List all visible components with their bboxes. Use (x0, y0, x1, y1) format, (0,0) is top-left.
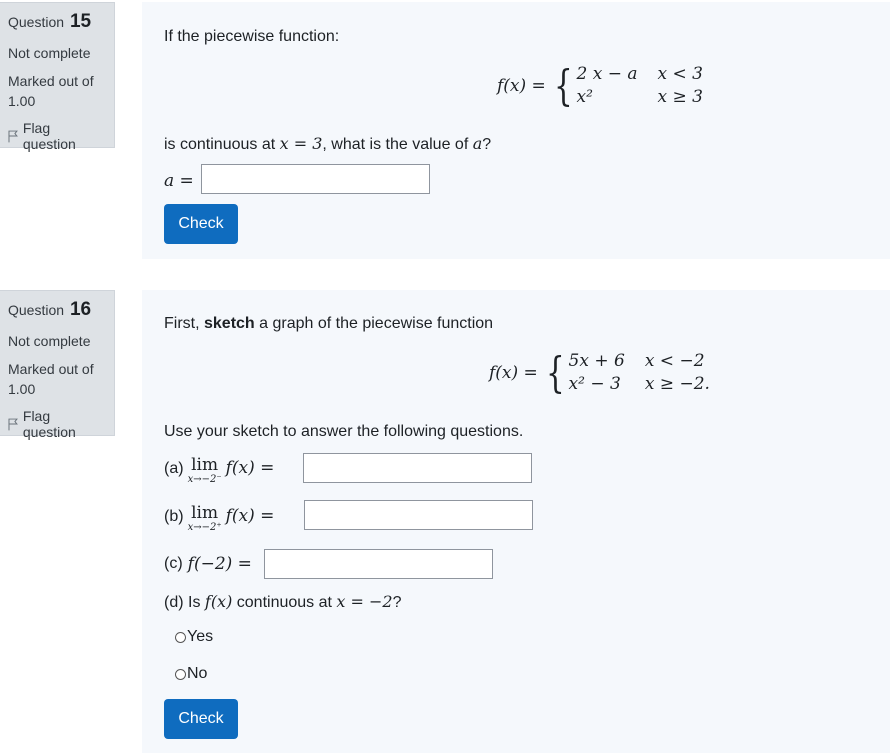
part-c-label: (c) (164, 555, 183, 572)
question-number-value: 15 (69, 11, 92, 32)
case2-expr: x² (576, 87, 593, 107)
question-prompt: If the piecewise function: (164, 28, 340, 45)
question-status: Not complete (8, 45, 91, 61)
question-content-15 (142, 2, 890, 259)
formula-lhs: f(x) = (489, 363, 538, 383)
flag-question-label: Flag question (22, 120, 76, 152)
prompt-bold: sketch (204, 315, 255, 332)
question-content-16 (142, 290, 890, 753)
option-no-label: No (187, 665, 208, 682)
part-d-x: x = −2 (336, 592, 393, 611)
case1-expr: 2 x − a (576, 64, 638, 84)
part-a-input[interactable] (303, 453, 532, 483)
check-button[interactable]: Check (164, 204, 238, 244)
formula-lhs: f(x) = (497, 76, 546, 96)
answer-input[interactable] (201, 164, 430, 194)
formula-cases (569, 350, 710, 396)
grade-value: 1.00 (8, 93, 36, 109)
part-d-fx: f(x) (204, 592, 233, 611)
part-c (164, 554, 252, 574)
part-d-mid: continuous at (232, 594, 337, 611)
continuity-x: x = 3 (279, 134, 323, 153)
option-no[interactable] (175, 665, 207, 683)
radio-no[interactable] (175, 669, 186, 680)
case1-cond: x < −2 (644, 351, 705, 371)
lim-subscript: x→−2⁻ (187, 474, 222, 485)
part-d-post: ? (392, 594, 402, 611)
question-grade (8, 71, 106, 111)
prompt-pre: First, (164, 315, 204, 332)
limit-expression (188, 504, 222, 534)
question-number-value: 16 (69, 299, 92, 320)
answer-label: a = (164, 171, 194, 191)
part-a-fx: f(x) = (225, 458, 275, 478)
continuity-var: a (472, 134, 483, 153)
grade-label: Marked out of (8, 361, 94, 377)
case2-cond: x ≥ −2. (644, 374, 710, 394)
case1-expr: 5x + 6 (568, 351, 625, 371)
part-d-pre: (d) Is (164, 594, 205, 611)
part-a-label: (a) (164, 460, 184, 477)
check-button[interactable]: Check (164, 699, 238, 739)
part-a (164, 456, 274, 486)
question-number (8, 299, 106, 321)
continuity-pre: is continuous at (164, 136, 280, 153)
question-grade (8, 359, 106, 399)
lim-word: lim (191, 455, 219, 475)
flag-question-button[interactable] (8, 120, 106, 152)
grade-label: Marked out of (8, 73, 94, 89)
flag-icon (8, 130, 18, 143)
question-status: Not complete (8, 333, 91, 349)
prompt-post: a graph of the piecewise function (254, 315, 494, 332)
part-c-expr: f(−2) = (187, 554, 252, 574)
question-number (8, 11, 106, 33)
question-label: Question (8, 302, 65, 318)
piecewise-formula (489, 350, 710, 396)
question-info-16 (0, 290, 115, 440)
grade-value: 1.00 (8, 381, 36, 397)
option-yes[interactable] (175, 628, 213, 646)
case2-cond: x ≥ 3 (657, 87, 703, 107)
flag-question-button[interactable] (8, 408, 106, 440)
brace: { (553, 61, 573, 110)
brace: { (545, 348, 565, 397)
continuity-post: ? (482, 136, 492, 153)
lim-word: lim (191, 503, 219, 523)
formula-cases (577, 63, 703, 109)
part-b (164, 504, 274, 534)
part-d (164, 592, 402, 613)
continuity-mid: , what is the value of (322, 136, 473, 153)
question-info-15 (0, 2, 115, 152)
option-yes-label: Yes (187, 628, 214, 645)
flag-question-label: Flag question (22, 408, 76, 440)
part-c-input[interactable] (264, 549, 493, 579)
part-b-label: (b) (164, 508, 184, 525)
piecewise-formula (497, 63, 703, 109)
lim-subscript: x→−2⁺ (187, 522, 222, 533)
case2-expr: x² − 3 (568, 374, 621, 394)
limit-expression (188, 456, 222, 486)
continuity-question (164, 134, 491, 155)
case1-cond: x < 3 (657, 64, 703, 84)
flag-icon (8, 418, 18, 431)
instruction-text: Use your sketch to answer the following questions. (164, 423, 524, 440)
question-prompt (164, 314, 493, 334)
part-b-input[interactable] (304, 500, 533, 530)
radio-yes[interactable] (175, 632, 186, 643)
question-label: Question (8, 14, 65, 30)
part-b-fx: f(x) = (225, 506, 275, 526)
